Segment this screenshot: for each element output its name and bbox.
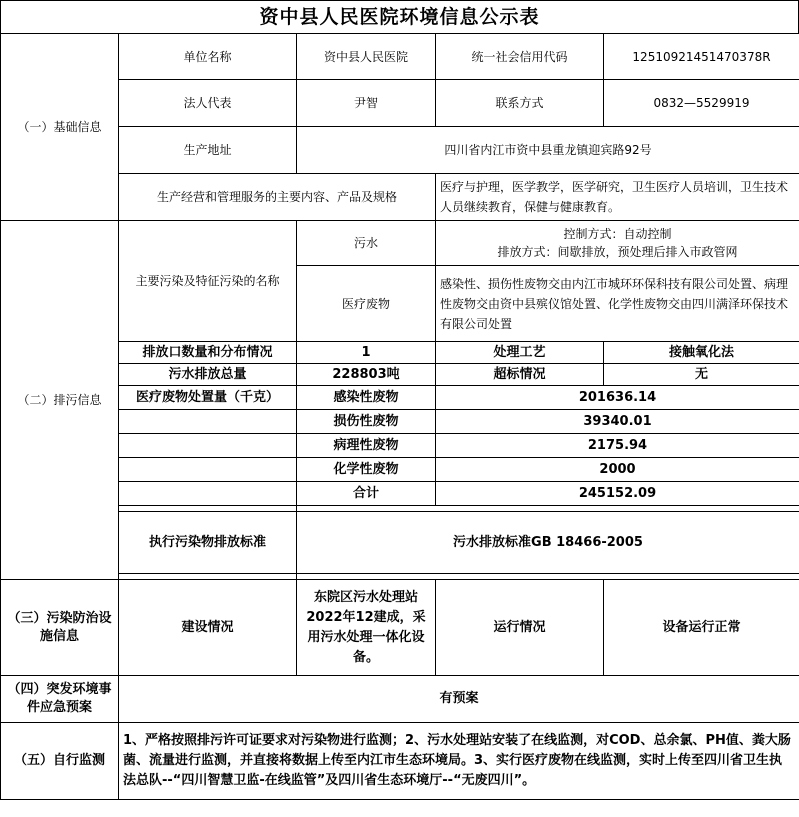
waste-name: 病理性废物 (297, 434, 436, 458)
unit-name-value: 资中县人民医院 (297, 34, 436, 80)
waste-name: 损伤性废物 (297, 410, 436, 434)
medwaste-desc: 感染性、损伤性废物交由内江市城环环保科技有限公司处置、病理性废物交由资中县殡仪馆处置、化学性废物交由四川满泽环保技术有限公司处置 (436, 266, 799, 342)
empty-cell (119, 458, 297, 482)
table-row (1, 482, 799, 506)
legal-rep-value: 尹智 (297, 80, 436, 127)
table-row (1, 34, 799, 80)
credit-code-value: 12510921451470378R (604, 34, 799, 80)
waste-total-name: 合计 (297, 482, 436, 506)
table-row (1, 80, 799, 127)
table-row (1, 174, 799, 221)
contact-value: 0832—5529919 (604, 80, 799, 127)
contact-label: 联系方式 (436, 80, 604, 127)
operation-label: 运行情况 (436, 580, 604, 676)
section-facility-label: （三）污染防治设施信息 (1, 580, 119, 676)
table-row (1, 386, 799, 410)
sewage-discharge: 排放方式：间歇排放，预处理后排入市政管网 (497, 245, 738, 259)
section-monitoring-label: （五）自行监测 (1, 723, 119, 800)
empty-cell (119, 482, 297, 506)
waste-value: 201636.14 (436, 386, 799, 410)
table-row (1, 221, 799, 266)
section-basic-label: （一）基础信息 (1, 34, 119, 221)
info-table (0, 33, 799, 800)
table-row (1, 434, 799, 458)
waste-name: 化学性废物 (297, 458, 436, 482)
waste-total-value: 245152.09 (436, 482, 799, 506)
emergency-value: 有预案 (119, 676, 799, 723)
process-value: 接触氧化法 (604, 342, 799, 364)
empty-cell (119, 410, 297, 434)
table-row (1, 580, 799, 676)
table-row (1, 364, 799, 386)
operation-value: 设备运行正常 (604, 580, 799, 676)
sewage-desc (436, 221, 799, 266)
total-label: 污水排放总量 (119, 364, 297, 386)
process-label: 处理工艺 (436, 342, 604, 364)
waste-name: 感染性废物 (297, 386, 436, 410)
table-row (1, 342, 799, 364)
table-row (1, 127, 799, 174)
waste-value: 2175.94 (436, 434, 799, 458)
medwaste-label: 医疗废物 (297, 266, 436, 342)
disposal-label: 医疗废物处置量（千克） (119, 386, 297, 410)
business-value: 医疗与护理，医学教学，医学研究，卫生医疗人员培训，卫生技术人员继续教育，保健与健康教育。 (436, 174, 799, 221)
outlet-label: 排放口数量和分布情况 (119, 342, 297, 364)
pollutant-label: 主要污染及特征污染的名称 (119, 221, 297, 342)
construction-label: 建设情况 (119, 580, 297, 676)
table-row (1, 676, 799, 723)
credit-code-label: 统一社会信用代码 (436, 34, 604, 80)
construction-value: 东院区污水处理站2022年12建成，采用污水处理一体化设备。 (297, 580, 436, 676)
exceed-value: 无 (604, 364, 799, 386)
standard-value: 污水排放标准GB 18466-2005 (297, 512, 799, 574)
table-row (1, 410, 799, 434)
monitoring-value: 1、严格按照排污许可证要求对污染物进行监测；2、污水处理站安装了在线监测，对COD、总余氯、PH值、粪大肠菌、流量进行监测，并直接将数据上传至内江市生态环境局。3、实行医疗废物在线监测，实时上传至四川省卫生执法总队--“四川智慧卫监-在线监管”及四川省生态环境厅--“无废四川”。 (119, 723, 799, 800)
business-label: 生产经营和管理服务的主要内容、产品及规格 (119, 174, 436, 221)
table-row (1, 723, 799, 800)
section-emission-label: （二）排污信息 (1, 221, 119, 580)
address-value: 四川省内江市资中县重龙镇迎宾路92号 (297, 127, 799, 174)
outlet-count: 1 (297, 342, 436, 364)
address-label: 生产地址 (119, 127, 297, 174)
waste-value: 2000 (436, 458, 799, 482)
section-emergency-label: （四）突发环境事件应急预案 (1, 676, 119, 723)
total-value: 228803吨 (297, 364, 436, 386)
unit-name-label: 单位名称 (119, 34, 297, 80)
empty-cell (119, 434, 297, 458)
standard-label: 执行污染物排放标准 (119, 512, 297, 574)
table-row (1, 458, 799, 482)
legal-rep-label: 法人代表 (119, 80, 297, 127)
exceed-label: 超标情况 (436, 364, 604, 386)
sewage-label: 污水 (297, 221, 436, 266)
page-title: 资中县人民医院环境信息公示表 (0, 0, 799, 33)
waste-value: 39340.01 (436, 410, 799, 434)
table-row (1, 512, 799, 574)
sewage-control: 控制方式：自动控制 (563, 227, 672, 241)
